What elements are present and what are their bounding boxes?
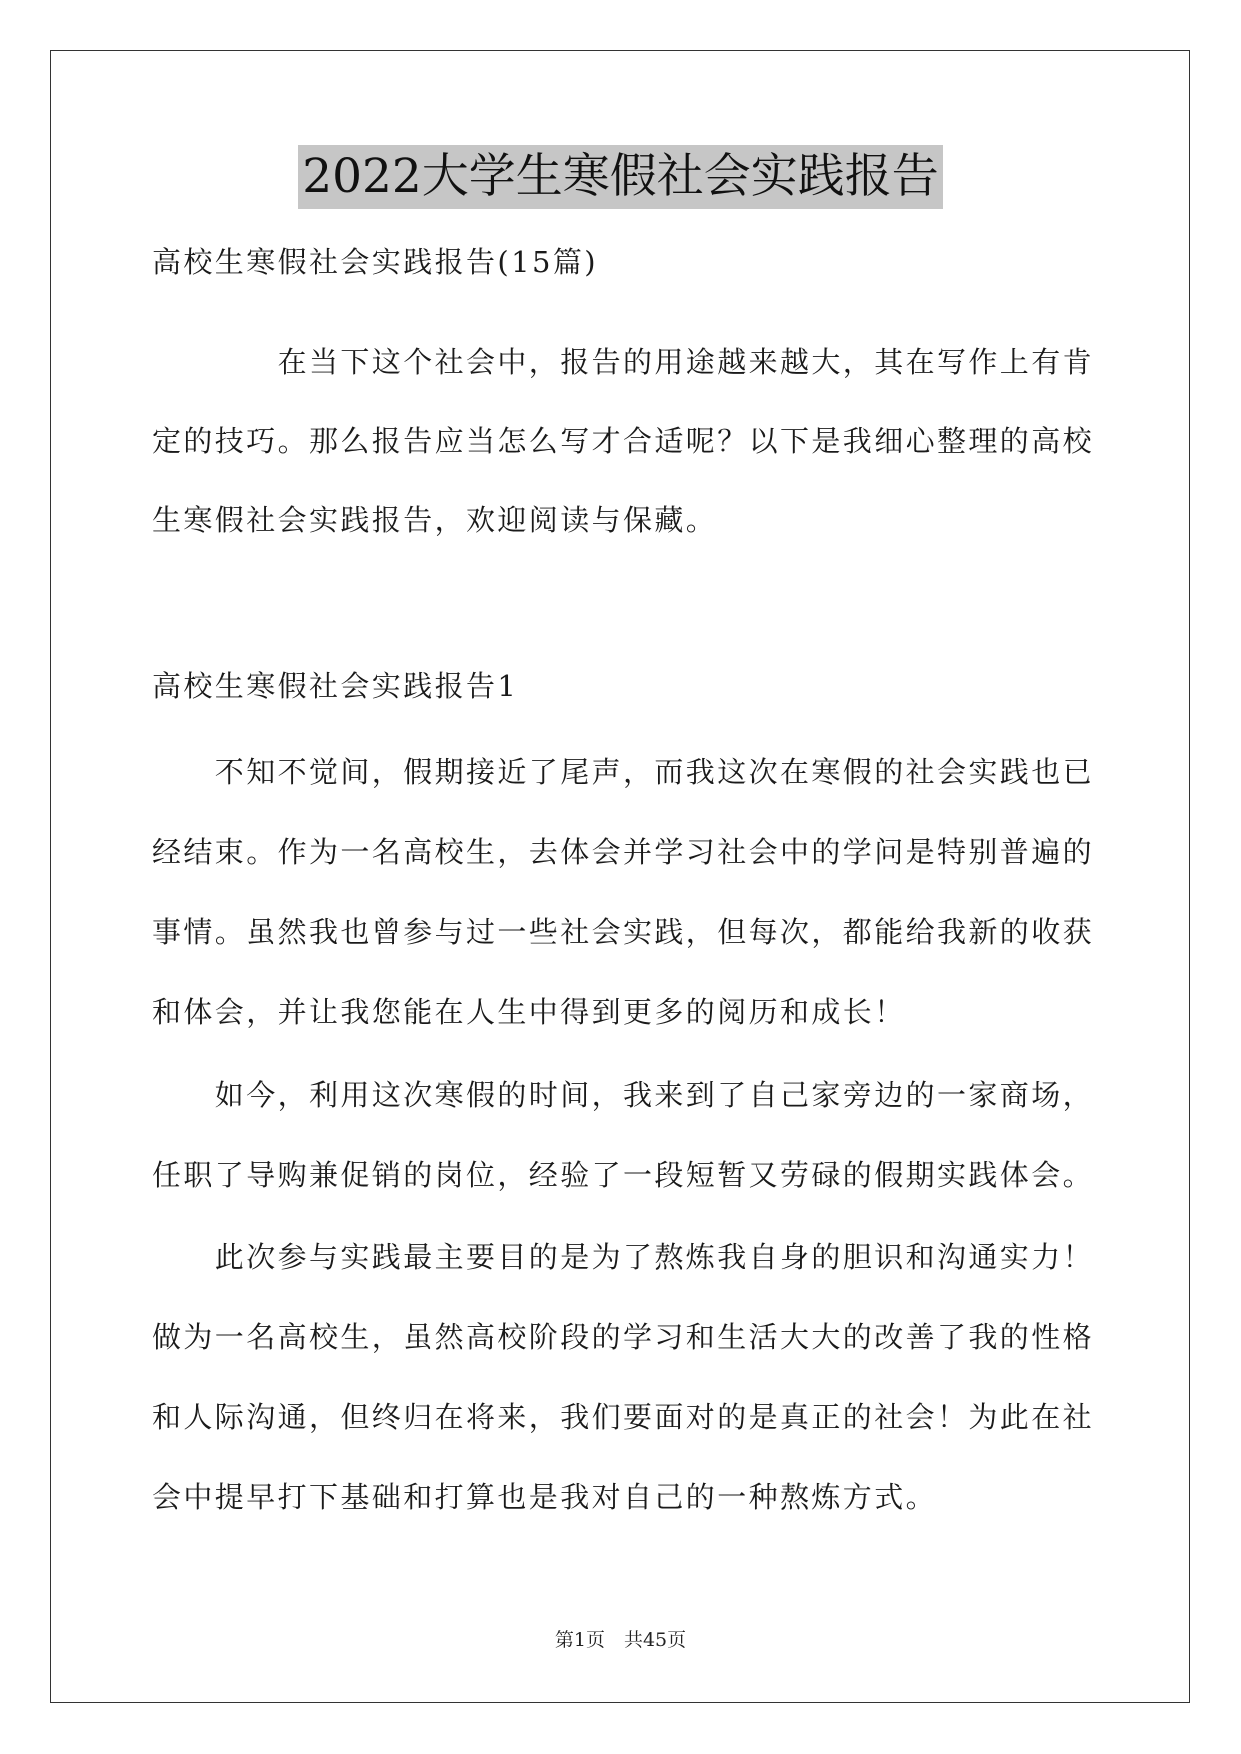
body-line: 此次参与实践最主要目的是为了熬炼我自身的胆识和沟通实力！: [152, 1240, 1095, 1274]
body-line: 事情。虽然我也曾参与过一些社会实践，但每次，都能给我新的收获: [152, 915, 1095, 949]
section-heading: 高校生寒假社会实践报告1: [152, 669, 519, 703]
body-line: 和人际沟通，但终归在将来，我们要面对的是真正的社会！为此在社: [152, 1400, 1095, 1434]
body-line: 做为一名高校生，虽然高校阶段的学习和生活大大的改善了我的性格: [152, 1320, 1095, 1354]
body-line: 会中提早打下基础和打算也是我对自己的一种熬炼方式。: [152, 1480, 938, 1514]
subtitle-line: 高校生寒假社会实践报告(15篇): [152, 245, 598, 279]
page-number: 第1页 共45页: [554, 1629, 687, 1651]
body-line: 任职了导购兼促销的岗位，经验了一段短暂又劳碌的假期实践体会。: [152, 1158, 1095, 1192]
body-line: 定的技巧。那么报告应当怎么写才合适呢？以下是我细心整理的高校: [152, 424, 1095, 458]
body-line: 和体会，并让我您能在人生中得到更多的阅历和成长！: [152, 995, 906, 1029]
body-line: 在当下这个社会中，报告的用途越来越大，其在写作上有肯: [152, 345, 1095, 379]
document-title: [0, 145, 1241, 209]
body-line: 生寒假社会实践报告，欢迎阅读与保藏。: [152, 503, 718, 537]
body-line: 不知不觉间，假期接近了尾声，而我这次在寒假的社会实践也已: [152, 755, 1095, 789]
body-line: 经结束。作为一名高校生，去体会并学习社会中的学问是特别普遍的: [152, 835, 1095, 869]
page-border: [50, 50, 1190, 1703]
body-line: 如今，利用这次寒假的时间，我来到了自己家旁边的一家商场，: [152, 1078, 1095, 1112]
document-title-text: 2022大学生寒假社会实践报告: [298, 145, 943, 209]
